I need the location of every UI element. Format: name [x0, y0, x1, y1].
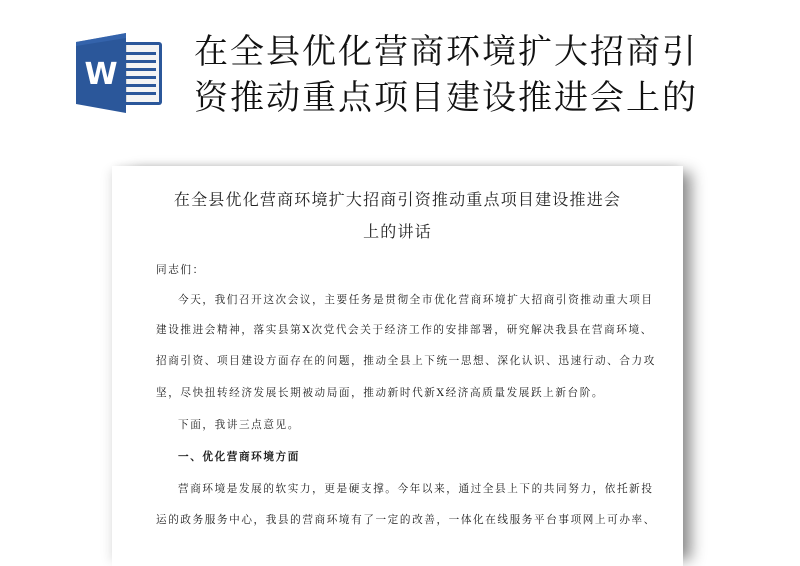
- document-page: [112, 166, 683, 566]
- top-banner: [0, 0, 800, 140]
- paragraph-1-line-2: 建设推进会精神，落实县第X次党代会关于经济工作的安排部署，研究解决我县在营商环境、: [156, 324, 653, 336]
- word-document-icon: [76, 32, 164, 114]
- banner-title: [194, 29, 794, 121]
- banner-title-line-1: 在全县优化营商环境扩大招商引: [194, 32, 698, 72]
- section-1-heading: 一、优化营商环境方面: [178, 451, 300, 463]
- salutation: 同志们：: [156, 264, 205, 276]
- document-title-line-1: 在全县优化营商环境扩大招商引资推动重点项目建设推进会: [173, 190, 622, 209]
- document-title-line-2: 上的讲话: [363, 222, 432, 241]
- paragraph-1-line-3: 招商引资、项目建设方面存在的问题，推动全县上下统一思想、深化认识、迅速行动、合力攻: [156, 355, 656, 367]
- paragraph-3-line-2: 运的政务服务中心，我县的营商环境有了一定的改善，一体化在线服务平台事项网上可办率、: [156, 514, 656, 526]
- banner-title-line-2: 资推动重点项目建设推进会上的: [194, 78, 698, 118]
- paragraph-1-line-1: 今天，我们召开这次会议，主要任务是贯彻全市优化营商环境扩大招商引资推动重大项目: [178, 294, 654, 306]
- svg-text:W: W: [84, 57, 118, 92]
- paragraph-1-line-4: 坚，尽快扭转经济发展长期被动局面，推动新时代新X经济高质量发展跃上新台阶。: [156, 387, 605, 399]
- paragraph-3-line-1: 营商环境是发展的软实力，更是硬支撑。今年以来，通过全县上下的共同努力，依托新投: [178, 483, 654, 495]
- paragraph-2: 下面，我讲三点意见。: [178, 419, 300, 431]
